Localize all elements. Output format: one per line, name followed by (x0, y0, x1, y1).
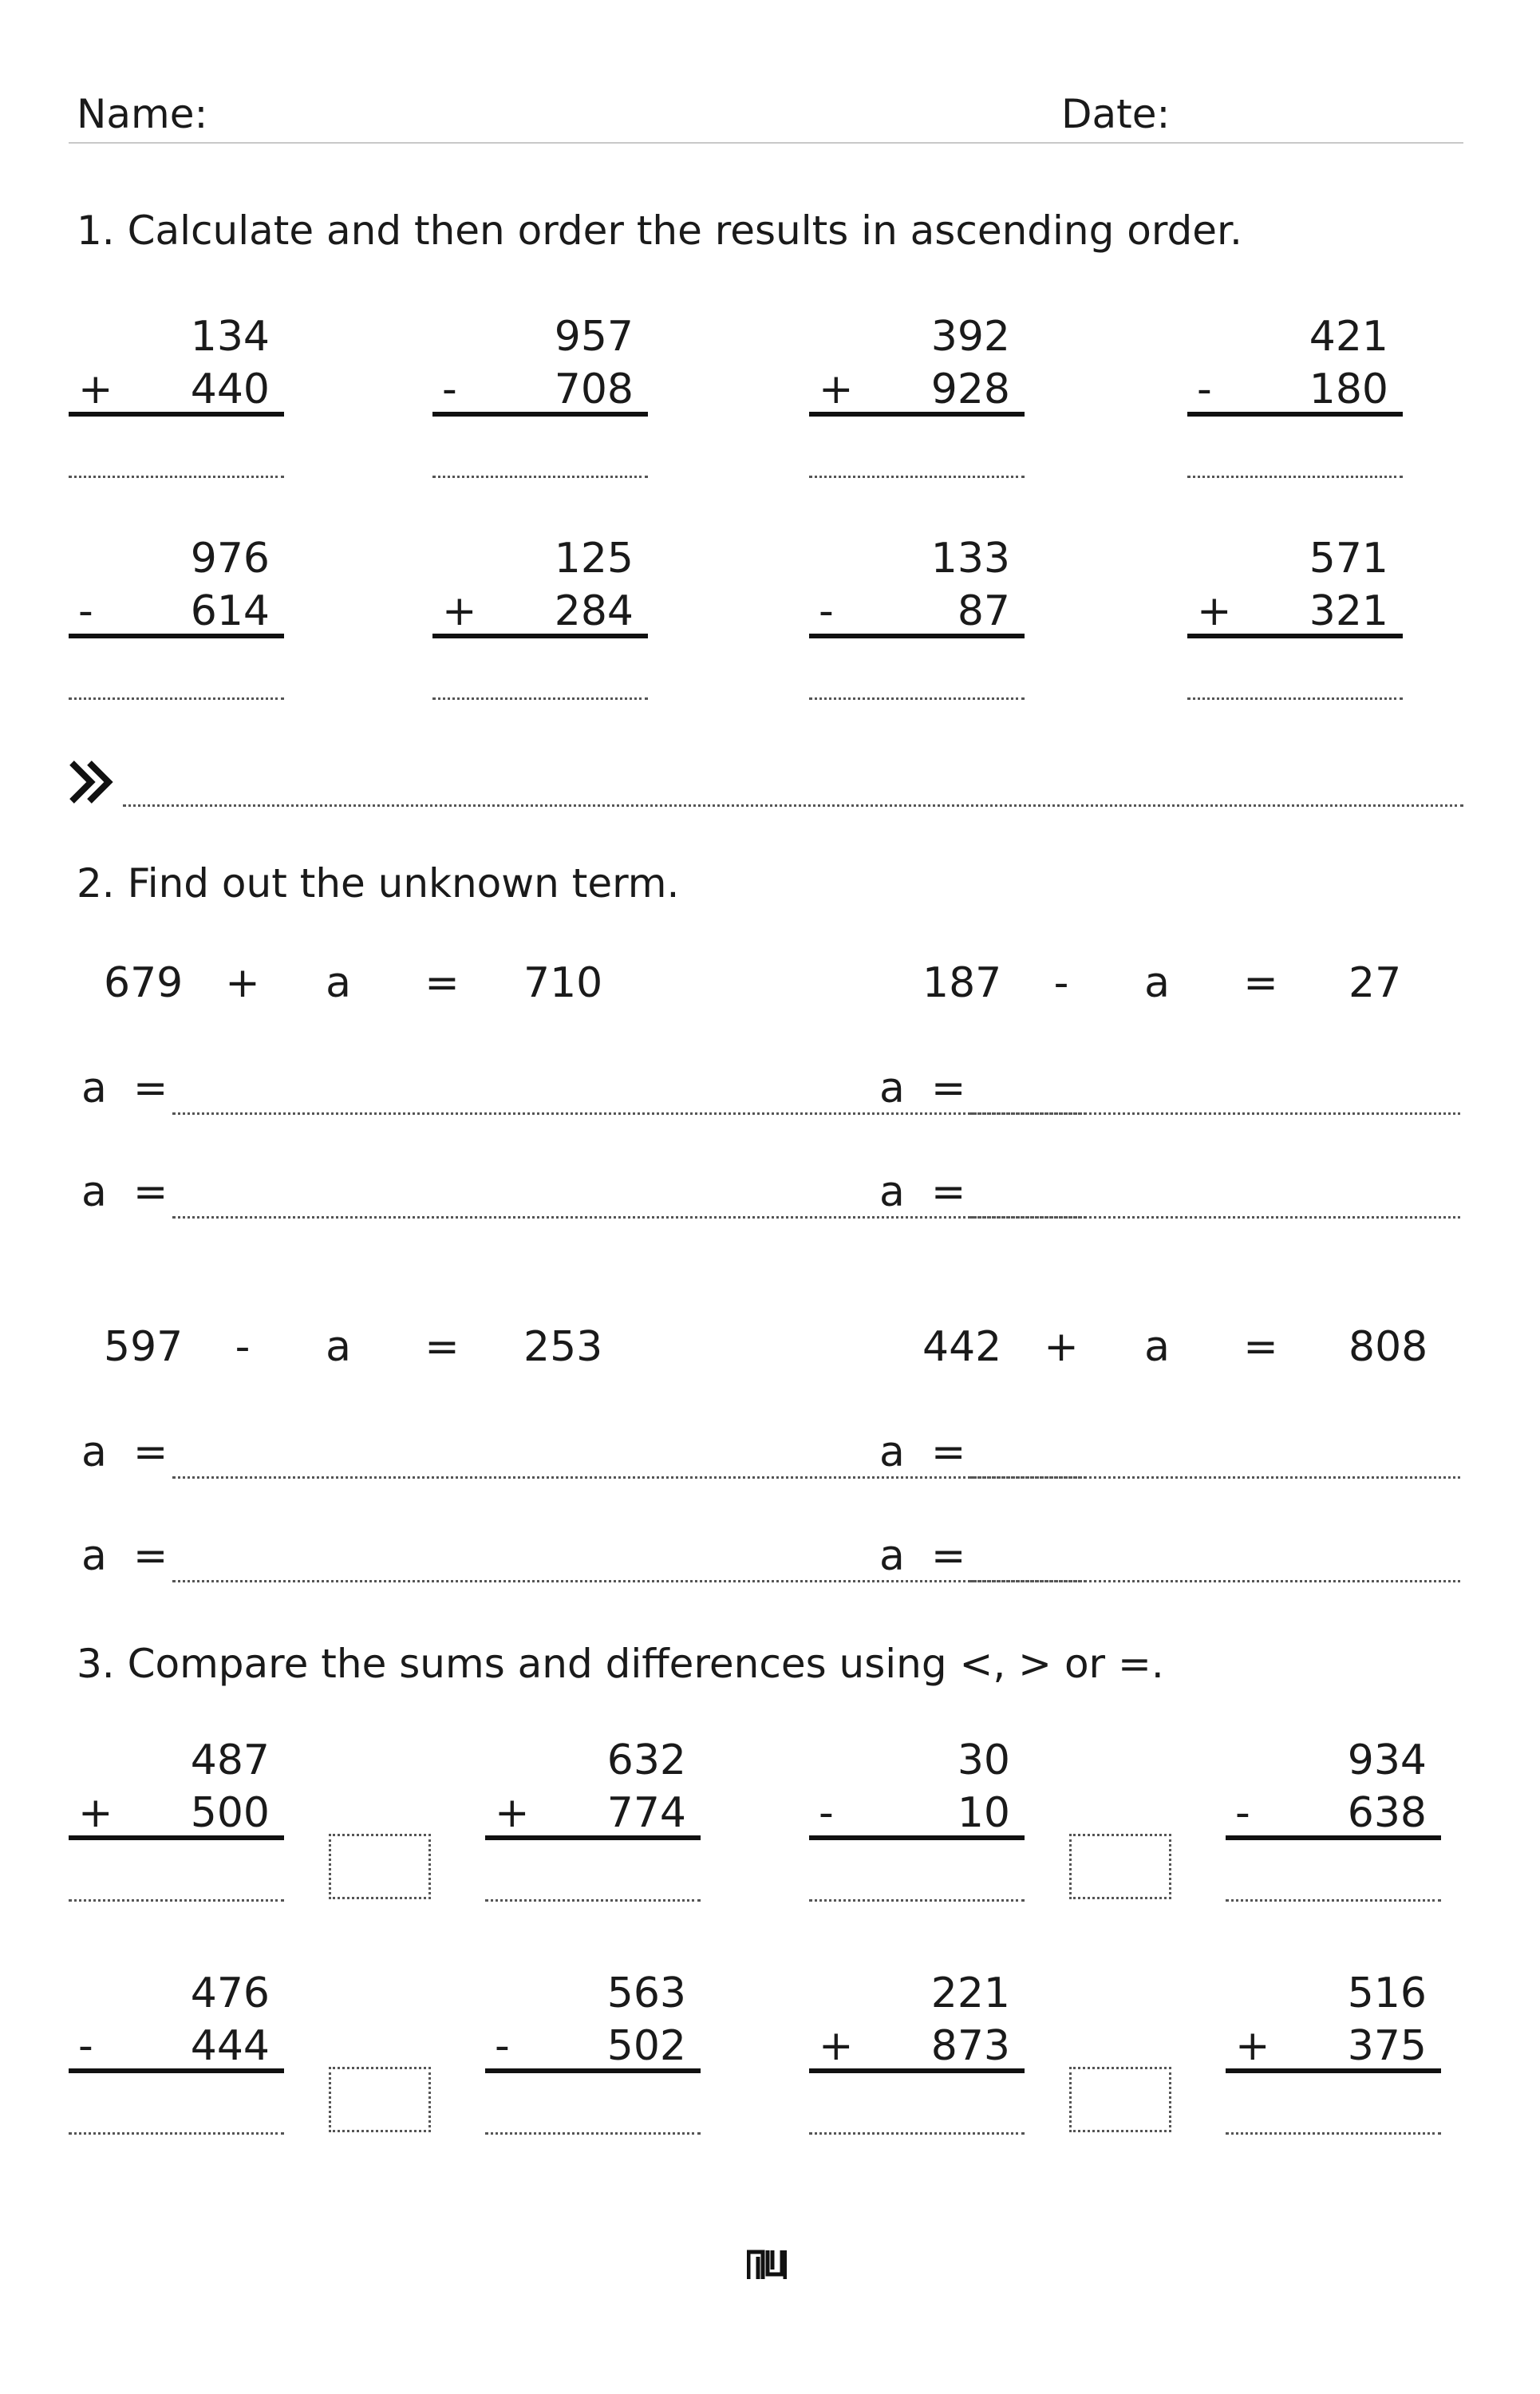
compare-4-right-answer-line[interactable] (1226, 2132, 1441, 2135)
problem-1-sum-bar (69, 412, 284, 417)
equation-1-first-term: 679 (104, 959, 184, 1007)
compare-4-right-top-number: 516 (1347, 1969, 1427, 2017)
compare-3-answer-box[interactable] (329, 2067, 431, 2132)
problem-4-bottom-number: 180 (1309, 365, 1388, 413)
compare-3-left-bottom-number: 444 (190, 2022, 270, 2070)
compare-2-left-answer-line[interactable] (809, 1899, 1025, 1902)
problem-8-sum-bar (1187, 634, 1403, 638)
equation-2-answer-line[interactable] (970, 1216, 1460, 1219)
compare-3-right-sum-bar (485, 2068, 701, 2073)
problem-8-operator: + (1197, 587, 1232, 635)
header-divider (69, 142, 1463, 144)
compare-3-right-top-number: 563 (606, 1969, 686, 2017)
problem-3-sum-bar (809, 412, 1025, 417)
equation-3-operator: - (235, 1323, 251, 1371)
equation-3-answer-line[interactable] (172, 1476, 1087, 1479)
equation-2-answer-label: a = (879, 1168, 966, 1216)
problem-2-bottom-number: 708 (554, 365, 634, 413)
problem-8-bottom-number: 321 (1309, 587, 1388, 635)
compare-1-right-sum-bar (485, 1835, 701, 1840)
equation-4-unknown: a (1144, 1323, 1170, 1371)
equation-1-answer-line[interactable] (172, 1112, 1087, 1115)
equation-1-unknown: a (326, 959, 351, 1007)
problem-5-top-number: 976 (190, 535, 270, 583)
compare-1-left-sum-bar (69, 1835, 284, 1840)
compare-2-left-operator: - (819, 1789, 834, 1837)
equation-3-equals: = (424, 1323, 460, 1371)
equation-2-answer-line[interactable] (970, 1112, 1460, 1115)
compare-1-left-bottom-number: 500 (190, 1789, 270, 1837)
problem-6-top-number: 125 (554, 535, 634, 583)
problem-7-sum-bar (809, 634, 1025, 638)
compare-4-right-bottom-number: 375 (1347, 2022, 1427, 2070)
compare-1-right-bottom-number: 774 (606, 1789, 686, 1837)
equation-1-answer-label: a = (81, 1168, 168, 1216)
compare-4-left-sum-bar (809, 2068, 1025, 2073)
compare-3-right-bottom-number: 502 (606, 2022, 686, 2070)
section1-title: 1. Calculate and then order the results in ascending order. (77, 207, 1242, 254)
compare-2-left-sum-bar (809, 1835, 1025, 1840)
problem-4-top-number: 421 (1309, 313, 1388, 361)
equation-4-answer-label: a = (879, 1532, 966, 1580)
problem-2-top-number: 957 (554, 313, 634, 361)
equation-1-operator: + (225, 959, 260, 1007)
problem-7-bottom-number: 87 (957, 587, 1010, 635)
equation-2-unknown: a (1144, 959, 1170, 1007)
equation-1-result: 710 (523, 959, 603, 1007)
problem-1-bottom-number: 440 (190, 365, 270, 413)
problem-7-top-number: 133 (930, 535, 1010, 583)
equation-2-first-term: 187 (922, 959, 1002, 1007)
problem-6-sum-bar (432, 634, 648, 638)
name-label: Name: (77, 91, 208, 137)
problem-5-sum-bar (69, 634, 284, 638)
equation-4-first-term: 442 (922, 1323, 1002, 1371)
equation-3-first-term: 597 (104, 1323, 184, 1371)
compare-1-right-operator: + (495, 1789, 530, 1837)
equation-3-answer-label: a = (81, 1532, 168, 1580)
double-chevron-right-icon (69, 760, 121, 804)
problem-1-answer-line[interactable] (69, 476, 284, 478)
equation-4-result: 808 (1348, 1323, 1428, 1371)
compare-1-left-top-number: 487 (190, 1736, 270, 1784)
compare-3-left-operator: - (78, 2022, 93, 2070)
problem-2-sum-bar (432, 412, 648, 417)
problem-1-operator: + (78, 365, 113, 413)
equation-4-operator: + (1044, 1323, 1079, 1371)
compare-4-answer-box[interactable] (1069, 2067, 1171, 2132)
problem-6-answer-line[interactable] (432, 697, 648, 700)
compare-3-left-answer-line[interactable] (69, 2132, 284, 2135)
equation-2-answer-label: a = (879, 1065, 966, 1112)
compare-2-right-operator: - (1235, 1789, 1250, 1837)
problem-4-sum-bar (1187, 412, 1403, 417)
equation-3-answer-line[interactable] (172, 1580, 1087, 1582)
compare-2-right-top-number: 934 (1347, 1736, 1427, 1784)
equation-3-result: 253 (523, 1323, 603, 1371)
worksheet-logo-icon (747, 2249, 787, 2281)
compare-2-left-bottom-number: 10 (957, 1789, 1010, 1837)
compare-3-left-top-number: 476 (190, 1969, 270, 2017)
equation-4-answer-line[interactable] (970, 1476, 1460, 1479)
section3-title: 3. Compare the sums and differences using <, > or =. (77, 1641, 1164, 1687)
problem-7-answer-line[interactable] (809, 697, 1025, 700)
equation-4-answer-label: a = (879, 1428, 966, 1476)
problem-8-top-number: 571 (1309, 535, 1388, 583)
compare-3-left-sum-bar (69, 2068, 284, 2073)
compare-2-right-bottom-number: 638 (1347, 1789, 1427, 1837)
compare-1-left-operator: + (78, 1789, 113, 1837)
problem-8-answer-line[interactable] (1187, 697, 1403, 700)
problem-4-answer-line[interactable] (1187, 476, 1403, 478)
equation-1-equals: = (424, 959, 460, 1007)
compare-4-left-bottom-number: 873 (930, 2022, 1010, 2070)
compare-1-right-top-number: 632 (606, 1736, 686, 1784)
compare-3-right-operator: - (495, 2022, 510, 2070)
compare-4-left-top-number: 221 (930, 1969, 1010, 2017)
compare-2-answer-box[interactable] (1069, 1834, 1171, 1899)
equation-3-unknown: a (326, 1323, 351, 1371)
problem-1-top-number: 134 (190, 313, 270, 361)
problem-5-bottom-number: 614 (190, 587, 270, 635)
equation-2-operator: - (1053, 959, 1069, 1007)
equation-3-answer-label: a = (81, 1428, 168, 1476)
problem-3-bottom-number: 928 (930, 365, 1010, 413)
problem-4-operator: - (1197, 365, 1212, 413)
problem-2-operator: - (442, 365, 457, 413)
date-label: Date: (1061, 91, 1171, 137)
equation-2-equals: = (1243, 959, 1278, 1007)
compare-2-right-answer-line[interactable] (1226, 1899, 1441, 1902)
order-answer-line[interactable] (123, 804, 1463, 807)
compare-4-left-answer-line[interactable] (809, 2132, 1025, 2135)
compare-4-right-operator: + (1235, 2022, 1270, 2070)
compare-3-right-answer-line[interactable] (485, 2132, 701, 2135)
problem-2-answer-line[interactable] (432, 476, 648, 478)
problem-6-bottom-number: 284 (554, 587, 634, 635)
equation-4-equals: = (1243, 1323, 1278, 1371)
problem-5-operator: - (78, 587, 93, 635)
problem-6-operator: + (442, 587, 477, 635)
equation-4-answer-line[interactable] (970, 1580, 1460, 1582)
equation-1-answer-line[interactable] (172, 1216, 1087, 1219)
problem-5-answer-line[interactable] (69, 697, 284, 700)
compare-1-right-answer-line[interactable] (485, 1899, 701, 1902)
problem-7-operator: - (819, 587, 834, 635)
equation-1-answer-label: a = (81, 1065, 168, 1112)
equation-2-result: 27 (1348, 959, 1402, 1007)
problem-3-top-number: 392 (930, 313, 1010, 361)
compare-2-right-sum-bar (1226, 1835, 1441, 1840)
compare-4-right-sum-bar (1226, 2068, 1441, 2073)
compare-1-answer-box[interactable] (329, 1834, 431, 1899)
compare-1-left-answer-line[interactable] (69, 1899, 284, 1902)
section2-title: 2. Find out the unknown term. (77, 860, 680, 907)
compare-2-left-top-number: 30 (957, 1736, 1010, 1784)
problem-3-answer-line[interactable] (809, 476, 1025, 478)
compare-4-left-operator: + (819, 2022, 854, 2070)
problem-3-operator: + (819, 365, 854, 413)
